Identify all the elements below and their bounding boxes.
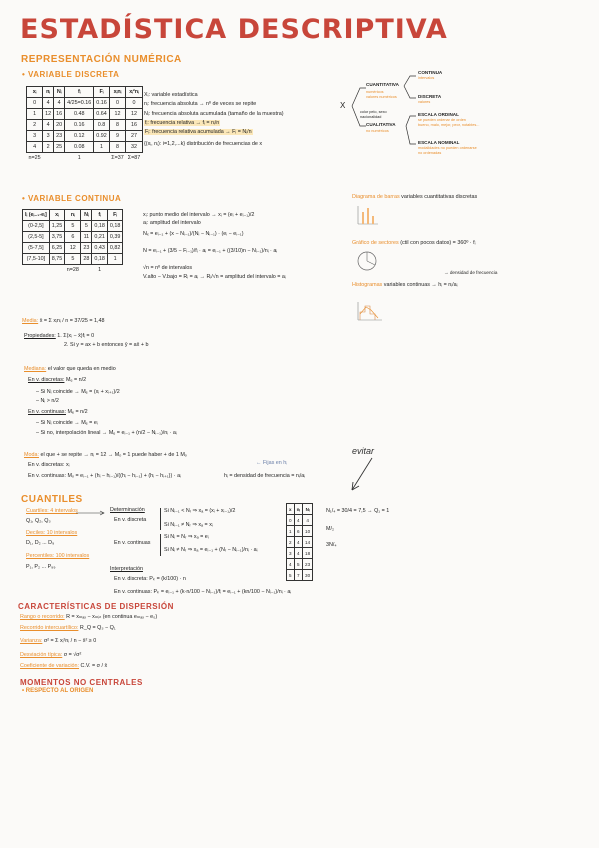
label-escala-ordinal: ESCALA ORDINAL [418, 112, 459, 117]
disc-cell-1-1: 12 [43, 109, 54, 120]
mediana-discretas-formula: Mₑ = n/2 [65, 377, 87, 383]
note-Fi [144, 129, 284, 136]
note-fi [144, 120, 284, 127]
cont-cell-1-4: 0,21 [92, 232, 108, 243]
evitar-note: evitar [352, 446, 375, 456]
disc-footer-0: n=25 [28, 155, 41, 161]
cont-footer-1 [49, 265, 65, 276]
label-discreta-sub: valores [418, 100, 431, 104]
determinacion-text: Determinación [110, 507, 145, 513]
note-xi: Xᵢ: variable estadística [144, 92, 198, 98]
quant-cell-2-2: 14 [303, 537, 313, 548]
cont-cell-0-3: 5 [81, 221, 92, 232]
cont-cell-1-0: (2,5-5] [23, 232, 50, 243]
propiedad-2: 2. Si y = ax + b entonces ȳ = ax̄ + b [64, 342, 149, 348]
barras-label: Diagrama de barras [352, 194, 400, 200]
media-row [22, 318, 105, 325]
note-Ni: Nᵢ: frecuencia absoluta acumulada (tamaño de la muestra) [144, 110, 284, 117]
quant-cell-1-1: 6 [294, 526, 302, 537]
cont-cell-2-2: 12 [65, 243, 81, 254]
table-row [287, 537, 313, 548]
percentiles-label [26, 553, 89, 560]
quant-cell-5-2: 30 [303, 570, 313, 581]
disc-header-0: xᵢ [27, 87, 43, 98]
cont-cell-3-5: 1 [107, 254, 123, 265]
quant-cell-0-0: 0 [287, 515, 295, 526]
continuous-frequency-table [22, 209, 123, 275]
sectores-desc: (ctil con pocos datos) = 360º · fᵢ [400, 240, 476, 246]
mediana-cont-coincide: – Si Nᵢ coincide → Mₑ = eᵢ [36, 420, 98, 426]
cont-header-2: nᵢ [65, 210, 81, 221]
disc-cell-0-1: 4 [43, 98, 54, 109]
moda-row [24, 452, 187, 459]
det-discreta-bracket [160, 508, 161, 530]
bar-chart-icon [356, 204, 380, 226]
quant-header-2: Nᵢ [303, 504, 313, 515]
note-nx: Nₓ = eᵢ₋₁ + (x − Nᵢ₋₁)/(Nᵢ − Nᵢ₋₁) · (eᵢ − eᵢ₋₁) [143, 230, 244, 237]
disc-cell-2-6: 16 [126, 120, 142, 131]
table-row [23, 232, 123, 243]
cuartiles-arrow [76, 510, 106, 516]
interp-discreta: En v. discreta: Pₖ = (k/100) · n [114, 576, 186, 582]
page-title: ESTADÍSTICA DESCRIPTIVA [20, 14, 448, 45]
cont-cell-3-2: 5 [65, 254, 81, 265]
sectores-row [352, 240, 475, 247]
sectores-label: Gráfico de sectores [352, 240, 399, 246]
disc-cell-3-6: 27 [126, 131, 142, 142]
cont-cell-3-4: 0,18 [92, 254, 108, 265]
note-n-interp: N = eᵢ₋₁ + (3/5 − Fᵢ₋₁)/fᵢ · aᵢ = eᵢ₋₁ + ((3/10)n − Nᵢ₋₁)/nᵢ · aᵢ [143, 247, 278, 254]
disc-cell-4-3: 0.08 [65, 142, 94, 153]
disc-cell-0-3: 4/25=0.16 [65, 98, 94, 109]
histogram-icon [356, 300, 384, 322]
table-row [27, 98, 143, 109]
barras-row [352, 194, 477, 201]
cont-cell-2-3: 23 [81, 243, 92, 254]
disc-cell-1-0: 1 [27, 109, 43, 120]
disc-cell-4-6: 32 [126, 142, 142, 153]
quant-cell-2-1: 4 [294, 537, 302, 548]
mediana-no-coincide: – Nᵢ > n/2 [36, 398, 59, 404]
cont-cell-3-3: 28 [81, 254, 92, 265]
table-row [27, 142, 143, 153]
moda-desc: el que + se repite → nᵢ = 12 → Mₒ = 1 puede haber + de 1 Mₒ [40, 452, 187, 458]
section-heading-representacion: REPRESENTACIÓN NUMÉRICA [21, 54, 182, 65]
cont-cell-2-0: (5-7,5] [23, 243, 50, 254]
cont-footer-0 [23, 265, 50, 276]
deciles-text: Deciles: 10 intervalos [26, 530, 78, 536]
det-continuas-label: En v. continuas [114, 540, 151, 546]
note-punto-medio: xᵢ: punto medio del intervalo → xᵢ = (eᵢ + eᵢ₋₁)/2 [143, 212, 255, 218]
ric-formula: R_Q = Q₃ − Q₁ [79, 625, 116, 631]
cont-cell-1-5: 0,39 [107, 232, 123, 243]
label-escala-nominal: ESCALA NOMINAL [418, 140, 460, 145]
disc-footer-2 [54, 153, 65, 164]
rango-label: Rango o recorrido: [20, 614, 65, 620]
disc-cell-4-0: 4 [27, 142, 43, 153]
label-cualitativa-note: color pelo, sexo nacionalidad [360, 110, 387, 119]
disc-footer-4 [94, 153, 110, 164]
disc-cell-3-1: 3 [43, 131, 54, 142]
propiedades-row [24, 333, 94, 340]
table-row [287, 526, 313, 537]
varianza-row [20, 638, 96, 645]
disc-cell-1-3: 0.48 [65, 109, 94, 120]
disc-cell-4-5: 8 [109, 142, 125, 153]
quant-cell-4-2: 23 [303, 559, 313, 570]
disc-header-5: xᵢnᵢ [109, 87, 125, 98]
mediana-continuas-row [28, 409, 88, 416]
cont-footer-2: n=28 [66, 267, 79, 273]
cont-footer-4: 1 [98, 267, 102, 273]
disc-cell-1-6: 12 [126, 109, 142, 120]
cont-cell-3-1: 8,75 [49, 254, 65, 265]
ric-label: Recorrido intercuartílico: [20, 625, 79, 631]
disc-cell-3-2: 23 [54, 131, 65, 142]
histograma-row [352, 282, 457, 289]
det-discreta-1: Si Nᵢ₋₁ < Nᵣ ⇒ xₐ = (xᵢ + xᵢ₋₁)/2 [164, 508, 236, 514]
mediana-continuas-label: En v. continuas: [28, 409, 66, 415]
quantile-n14: N₁/₄ = 30/4 = 7,5 → Q₁ = 1 [326, 508, 390, 514]
disc-footer-5: Σ=37 [111, 155, 124, 161]
quant-cell-1-2: 10 [303, 526, 313, 537]
deciles-label [26, 530, 77, 537]
table-row [23, 221, 123, 232]
pie-chart-icon [356, 250, 378, 272]
rango-formula: R = xₘₐₓ − xₘᵢₙ (en continua eₘₐₓ − e₀) [66, 614, 158, 620]
label-continua-sub: intervalos [418, 76, 435, 80]
quantile-m2: M/₂ [326, 526, 335, 532]
ric-row [20, 625, 116, 632]
disc-cell-3-5: 9 [109, 131, 125, 142]
quant-cell-0-2: 4 [303, 515, 313, 526]
moda-continuas: En v. continuas: Mₒ = eᵢ₋₁ + (hᵢ − hᵢ₋₁)/((hᵢ − hᵢ₋₁) + (hᵢ − hᵢ₊₁)) · aᵢ [28, 473, 181, 479]
cont-header-3: Nᵢ [81, 210, 92, 221]
quant-cell-5-1: 7 [294, 570, 302, 581]
media-formula: x̄ = Σ xᵢnᵢ / n = 37/25 = 1,48 [39, 318, 105, 324]
densidad-note: → densidad de frecuencia [444, 270, 498, 275]
quant-cell-3-2: 18 [303, 548, 313, 559]
label-cualitativa: CUALITATIVA [366, 122, 396, 127]
cont-cell-0-2: 5 [65, 221, 81, 232]
cont-cell-2-1: 6,25 [49, 243, 65, 254]
label-discreta: DISCRETA [418, 94, 442, 99]
cont-header-0: Iᵢ (eᵢ₋₁-eᵢ] [23, 210, 50, 221]
dt-label: Desviación típica: [20, 652, 63, 658]
table-row [27, 120, 143, 131]
label-continua: CONTINUA [418, 70, 443, 75]
table-row [27, 109, 143, 120]
quant-cell-4-1: 5 [294, 559, 302, 570]
discrete-notes [144, 92, 284, 149]
quantile-example-table [286, 503, 313, 581]
cuartiles-text: Cuartiles: 4 intervalos [26, 508, 78, 514]
disc-cell-4-4: 1 [94, 142, 110, 153]
cont-cell-1-2: 6 [65, 232, 81, 243]
note-fi-text: fᵢ: frecuencia relativa → fᵢ = nᵢ/n [145, 119, 220, 126]
table-row [287, 515, 313, 526]
cont-cell-0-4: 0,18 [92, 221, 108, 232]
disc-footer-3: 1 [77, 155, 81, 161]
histograma-label: Histogramas [352, 282, 383, 288]
histograma-desc: variables continuas → hᵢ = nᵢ/aᵢ [383, 282, 458, 288]
det-discreta-2: Si Nᵢ₋₁ ≠ Nᵣ ⇒ xₐ = xᵢ [164, 522, 213, 528]
det-continuas-bracket [160, 534, 161, 556]
cont-cell-0-1: 1,25 [49, 221, 65, 232]
disc-cell-2-5: 8 [109, 120, 125, 131]
disc-cell-3-0: 3 [27, 131, 43, 142]
disc-cell-1-5: 12 [109, 109, 125, 120]
note-num-intervalos: √n = nº de intervalos [143, 265, 193, 272]
cv-label: Coeficiente de variación: [20, 663, 80, 669]
momentos-sub: • RESPECTO AL ORIGEN [22, 688, 94, 694]
disc-cell-3-4: 0.92 [94, 131, 110, 142]
quant-cell-2-0: 2 [287, 537, 295, 548]
quant-header-0: x [287, 504, 295, 515]
disc-cell-0-6: 0 [126, 98, 142, 109]
det-discreta-label: En v. discreta [114, 517, 147, 523]
quant-cell-5-0: 5 [287, 570, 295, 581]
dt-formula: σ = √σ² [63, 652, 82, 658]
varianza-formula: σ² = Σ xᵢ²nᵢ / n − x̄² ≥ 0 [43, 638, 97, 644]
quant-cell-0-1: 4 [294, 515, 302, 526]
cont-cell-1-1: 3,75 [49, 232, 65, 243]
cuartiles-list: Q₁, Q₂, Q₃ [26, 518, 51, 524]
mediana-si-coincide: – Si Nᵢ coincide → Mₑ = (xᵢ + xᵢ₊₁)/2 [36, 389, 120, 395]
continuous-notes [143, 212, 286, 282]
percentiles-text: Percentiles: 100 intervalos [26, 553, 90, 559]
disc-header-6: xᵢ²nᵢ [126, 87, 142, 98]
moda-discretas: En v. discretas: xᵢ [28, 462, 70, 468]
note-amplitud-intervalo: V.alto − V.bajo = Rᵢ = aᵢ → Rᵢ/√n = amplitud del intervalo = aᵢ [143, 274, 286, 281]
cont-cell-3-0: (7,5-10] [23, 254, 50, 265]
cont-cell-2-5: 0,82 [107, 243, 123, 254]
subheading-variable-discreta: • VARIABLE DISCRETA [22, 70, 120, 79]
disc-header-2: Nᵢ [54, 87, 65, 98]
table-row [287, 559, 313, 570]
mediana-discretas-label: En v. discretas: [28, 377, 65, 383]
quant-header-1: nᵢ [294, 504, 302, 515]
mediana-discretas-row [28, 377, 86, 384]
moda-densidad: hᵢ = densidad de frecuencia = nᵢ/aᵢ [224, 473, 306, 479]
disc-cell-0-4: 0.16 [94, 98, 110, 109]
note-ni: nᵢ: frecuencia absoluta → nº de veces se repite [144, 101, 257, 108]
evitar-arrow [346, 456, 376, 496]
varianza-label: Varianza: [20, 638, 43, 644]
disc-header-4: Fᵢ [94, 87, 110, 98]
cv-row [20, 663, 107, 670]
media-label: Media: [22, 318, 39, 324]
disc-cell-3-3: 0.12 [65, 131, 94, 142]
deciles-list: D₁, D₂ ... D₉ [26, 540, 55, 546]
mediana-continuas-formula: Mₑ = n/2 [67, 409, 88, 415]
fijas-note: ← Fijas en hᵢ [256, 460, 288, 466]
disc-cell-1-2: 16 [54, 109, 65, 120]
label-escala-ordinal-sub: se pueden ordenar de orden bueno, malo, mejor, peor, notables... [418, 118, 480, 127]
disc-header-1: nᵢ [43, 87, 54, 98]
det-continuas-2: Si Nᵢ ≠ Nᵣ ⇒ xₐ = eᵢ₋₁ + (Nᵣ − Nᵢ₋₁)/nᵢ · aᵢ [164, 547, 258, 553]
cont-header-1: xᵢ [49, 210, 65, 221]
section-heading-cuantiles: CUANTILES [21, 494, 83, 505]
determinacion-label [110, 507, 145, 514]
percentiles-list: P₁, P₂ ... P₉₉ [26, 564, 56, 570]
cv-formula: C.V. = σ / x̄ [80, 663, 108, 669]
label-escala-nominal-sub: modalidades no pueden ordenarse no ordenadas [418, 146, 477, 155]
graphics-section [352, 194, 592, 334]
note-amplitud: aᵢ: amplitud del intervalo [143, 220, 201, 227]
x-variable-label: X [340, 101, 346, 110]
section-heading-dispersion: CARACTERÍSTICAS DE DISPERSIÓN [18, 602, 174, 611]
discrete-frequency-table [26, 86, 143, 163]
disc-cell-2-1: 4 [43, 120, 54, 131]
interpretacion-text: Interpretación [110, 566, 143, 572]
cont-cell-2-4: 0,43 [92, 243, 108, 254]
cont-header-4: fᵢ [92, 210, 108, 221]
cuartiles-label [26, 508, 78, 515]
dt-row [20, 652, 81, 659]
quantile-n34: 3N/₄ [326, 542, 337, 548]
disc-cell-4-1: 2 [43, 142, 54, 153]
note-distribution: {(xᵢ, nᵢ): i=1,2,...k} distribución de frecuencias de x [144, 141, 263, 148]
disc-cell-2-3: 0.16 [65, 120, 94, 131]
disc-cell-0-0: 0 [27, 98, 43, 109]
disc-cell-0-2: 4 [54, 98, 65, 109]
cont-cell-0-5: 0,18 [107, 221, 123, 232]
det-continuas-1: Si Nᵢ = Nᵣ ⇒ xₐ = eᵢ [164, 534, 209, 540]
quant-cell-1-0: 1 [287, 526, 295, 537]
propiedades-label: Propiedades: [24, 333, 56, 339]
cont-cell-0-0: (0-2,5] [23, 221, 50, 232]
table-row [287, 570, 313, 581]
variable-type-tree [338, 66, 588, 176]
disc-cell-0-5: 0 [109, 98, 125, 109]
mediana-desc: el valor que queda en medio [47, 366, 116, 372]
quant-cell-3-1: 4 [294, 548, 302, 559]
rango-row [20, 614, 157, 621]
mediana-label: Mediana: [24, 366, 47, 372]
disc-cell-2-4: 0.8 [94, 120, 110, 131]
moda-label: Moda: [24, 452, 39, 458]
table-row [287, 548, 313, 559]
table-row [23, 243, 123, 254]
mediana-row [24, 366, 116, 373]
cont-header-5: Fᵢ [107, 210, 123, 221]
interp-continuas: En v. continuas: Pₖ = eᵢ₋₁ + (k·n/100 − Nᵢ₋₁)/fᵢ = eᵢ₋₁ + (kn/100 − Nᵢ₋₁)/nᵢ · aᵢ [114, 589, 292, 595]
label-cuantitativa: CUANTITATIVA [366, 82, 399, 87]
disc-cell-1-4: 0.64 [94, 109, 110, 120]
subheading-variable-continua: • VARIABLE CONTINUA [22, 194, 122, 203]
quant-cell-4-0: 4 [287, 559, 295, 570]
note-Fi-text: Fᵢ: frecuencia relativa acumulada → Fᵢ = Nᵢ/n [145, 129, 252, 136]
disc-cell-2-2: 20 [54, 120, 65, 131]
label-cualitativa-sub: no numéricos [366, 129, 389, 133]
quant-cell-3-0: 3 [287, 548, 295, 559]
table-row [27, 131, 143, 142]
mediana-cont-interp: – Si no, interpolación lineal → Mₑ = eᵢ₋₁ + (n/2 − Nᵢ₋₁)/nᵢ · aᵢ [36, 430, 177, 436]
barras-desc: variables cuantitativas discretas [401, 194, 478, 200]
disc-cell-2-0: 2 [27, 120, 43, 131]
interpretacion-label [110, 566, 143, 573]
disc-footer-6: Σ=87 [127, 155, 141, 161]
label-cuantitativa-sub: numéricos valores numéricos [366, 90, 397, 99]
cont-cell-1-3: 11 [81, 232, 92, 243]
cont-footer-5 [107, 265, 123, 276]
disc-cell-4-2: 25 [54, 142, 65, 153]
disc-header-3: fᵢ [65, 87, 94, 98]
propiedad-1: 1. Σ(xᵢ − x̄)fᵢ = 0 [57, 333, 95, 339]
cont-footer-3 [81, 265, 92, 276]
disc-footer-1 [43, 153, 54, 164]
section-heading-momentos: MOMENTOS NO CENTRALES [20, 678, 143, 687]
table-row [23, 254, 123, 265]
